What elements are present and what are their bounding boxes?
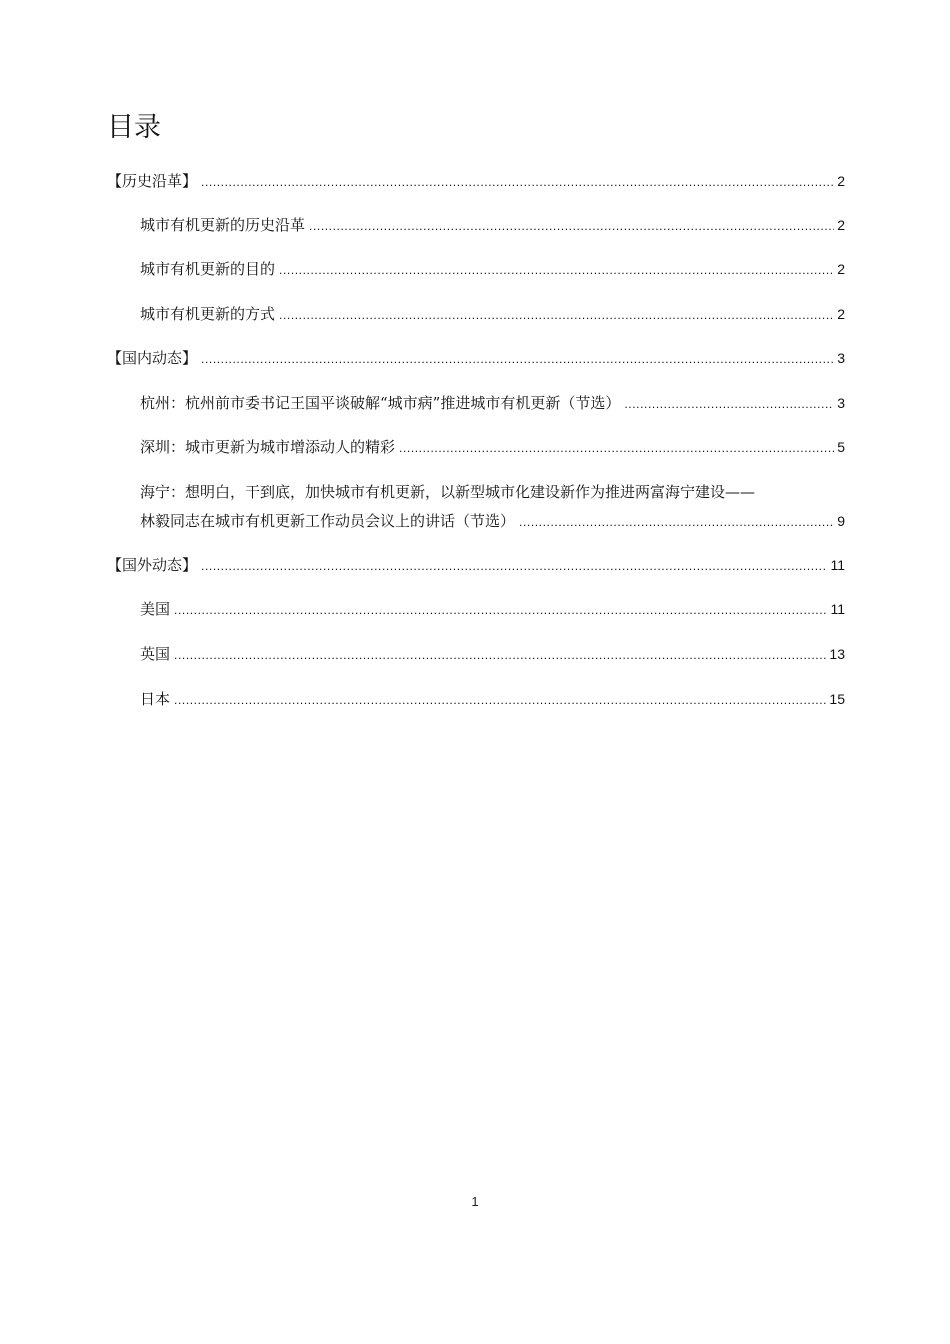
toc-page-number: 11 — [830, 557, 845, 573]
toc-dot-leader — [279, 304, 834, 326]
toc-page-number: 15 — [829, 691, 845, 707]
toc-dot-leader — [174, 689, 826, 711]
toc-dot-leader — [174, 599, 827, 621]
toc-entry-label: 城市有机更新的历史沿革 — [140, 216, 306, 234]
toc-entry-label: 【历史沿革】 — [107, 172, 198, 190]
toc-page-number: 3 — [837, 350, 845, 366]
toc-page-number: 2 — [837, 306, 845, 322]
toc-dot-leader — [201, 171, 834, 193]
toc-dot-leader — [174, 644, 826, 666]
toc-dot-leader — [201, 555, 827, 577]
toc-title: 目录 — [107, 112, 161, 143]
toc-entry-japan[interactable] — [140, 688, 845, 710]
toc-entry-label: 【国外动态】 — [107, 556, 198, 574]
toc-page-number: 2 — [837, 217, 845, 233]
toc-entry-haining-line1[interactable]: 海宁：想明白，干到底，加快城市有机更新，以新型城市化建设新作为推进两富海宁建设—— — [140, 483, 756, 501]
toc-entry-domestic[interactable] — [107, 347, 845, 369]
toc-dot-leader — [201, 348, 834, 370]
toc-dot-leader — [519, 511, 834, 533]
footer-page-number: 1 — [471, 1194, 479, 1209]
toc-page-number: 2 — [837, 173, 845, 189]
toc-dot-leader — [399, 437, 834, 459]
toc-page-number: 11 — [830, 601, 845, 617]
toc-page-number: 3 — [837, 395, 845, 411]
toc-entry-hangzhou[interactable] — [140, 392, 845, 414]
toc-entry-usa[interactable] — [140, 598, 845, 620]
toc-entry-history[interactable] — [107, 170, 845, 192]
toc-page-number: 5 — [837, 439, 845, 455]
toc-entry-label: 英国 — [140, 645, 171, 663]
toc-dot-leader — [624, 393, 834, 415]
toc-entry-label: 林毅同志在城市有机更新工作动员会议上的讲话（节选） — [140, 512, 516, 530]
toc-entry-shenzhen[interactable] — [140, 436, 845, 458]
toc-entry-label: 城市有机更新的目的 — [140, 260, 276, 278]
toc-entry-haining[interactable] — [140, 510, 845, 532]
toc-page-number: 9 — [837, 513, 845, 529]
toc-dot-leader — [279, 259, 834, 281]
toc-page-number: 2 — [837, 261, 845, 277]
toc-entry-label: 城市有机更新的方式 — [140, 305, 276, 323]
toc-page-number: 13 — [829, 646, 845, 662]
toc-entry-label: 日本 — [140, 690, 171, 708]
toc-dot-leader — [309, 215, 834, 237]
toc-entry-label: 美国 — [140, 600, 171, 618]
toc-entry-methods[interactable] — [140, 303, 845, 325]
toc-entry-label: 深圳：城市更新为城市增添动人的精彩 — [140, 438, 396, 456]
toc-entry-purpose[interactable] — [140, 258, 845, 280]
toc-entry-label: 【国内动态】 — [107, 349, 198, 367]
toc-entry-foreign[interactable] — [107, 554, 845, 576]
toc-entry-uk[interactable] — [140, 643, 845, 665]
toc-entry-label: 杭州：杭州前市委书记王国平谈破解“城市病”推进城市有机更新（节选） — [140, 394, 621, 412]
toc-entry-history-evolution[interactable] — [140, 214, 845, 236]
